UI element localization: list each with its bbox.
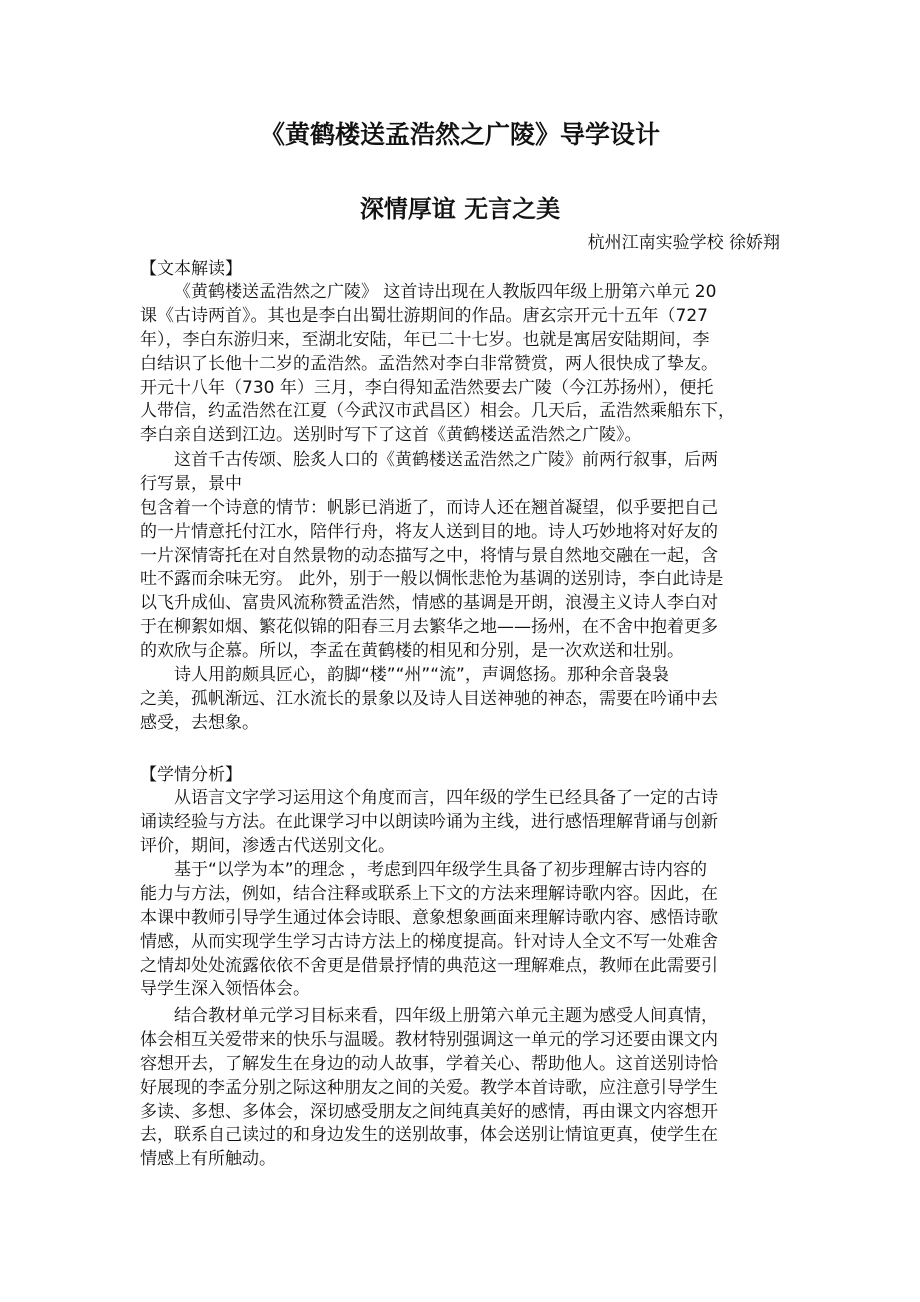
text-line: 评价，期间，渗透古代送别文化。 — [140, 835, 395, 856]
document-subtitle: 深情厚谊 无言之美 — [359, 195, 561, 223]
text-line: 基于“以学为本”的理念 ，考虑到四年级学生具备了初步理解古诗内容的 — [174, 860, 708, 880]
author-byline: 杭州江南实验学校 徐娇翔 — [587, 233, 780, 253]
text-line: 感受，去想象。 — [140, 712, 259, 733]
text-line: 课《古诗两首》。其也是李白出蜀壮游期间的作品。唐玄宗开元十五年（727 — [140, 305, 708, 326]
paragraph — [140, 664, 780, 736]
text-line: 体会相互关爱带来的快乐与温暖。教材特别强调这一单元的学习还要由课文内 — [140, 1029, 718, 1050]
text-line: 的一片情意托付江水，陪伴行舟，将友人送到目的地。诗人巧妙地将对好友的 — [140, 521, 718, 542]
document-title: 《黄鹤楼送孟浩然之广陵》导学设计 — [259, 120, 660, 149]
text-line: 容想开去，了解发生在身边的动人故事，学着关心、帮助他人。这首送别诗恰 — [140, 1053, 718, 1074]
text-line: 以飞升成仙、富贵风流称赞孟浩然，情感的基调是开朗，浪漫主义诗人李白对 — [140, 593, 718, 614]
text-line: 白结识了长他十二岁的孟浩然。孟浩然对李白非常赞赏，两人很快成了挚友。 — [140, 353, 718, 374]
text-line: 吐不露而余味无穷。 此外，别于一般以惆怅悲怆为基调的送别诗，李白此诗是 — [140, 569, 724, 590]
text-line: 能力与方法，例如，结合注释或联系上下文的方法来理解诗歌内容。因此，在 — [140, 883, 718, 904]
text-line: 本课中教师引导学生通过体会诗眼、意象想象画面来理解诗歌内容、感悟诗歌 — [140, 907, 718, 928]
text-line: 年），李白东游归来，至湖北安陆，年已二十七岁。也就是寓居安陆期间，李 — [140, 329, 710, 350]
text-line: 情感上有所触动。 — [140, 1149, 276, 1170]
text-line: 之美，孤帆渐远、江水流长的景象以及诗人目送神驰的神态，需要在吟诵中去 — [140, 688, 718, 709]
text-line: 李白亲自送到江边。送别时写下了这首《黄鹤楼送孟浩然之广陵》。 — [140, 425, 642, 446]
section-heading-text-reading: 【文本解读】 — [140, 259, 242, 279]
text-line: 《黄鹤楼送孟浩然之广陵》 这首诗出现在人教版四年级上册第六单元 20 — [174, 282, 717, 302]
paragraph — [140, 787, 780, 859]
text-line: 情感，从而实现学生学习古诗方法上的梯度提高。针对诗人全文不写一处难舍 — [140, 931, 718, 952]
text-line: 于在柳絮如烟、繁花似锦的阳春三月去繁华之地——扬州，在不舍中抱着更多 — [140, 617, 718, 638]
text-line: 的欢欣与企慕。所以，李孟在黄鹤楼的相见和分别，是一次欢送和壮别。 — [140, 641, 684, 662]
paragraph — [140, 859, 780, 1002]
text-line: 这首千古传颂、脍炙人口的《黄鹤楼送孟浩然之广陵》前两行叙事，后两 — [174, 450, 718, 470]
text-line: 之情却处处流露依依不舍更是借景抒情的典范这一理解难点，教师在此需要引 — [140, 955, 718, 976]
text-line: 一片深情寄托在对自然景物的动态描写之中，将情与景自然地交融在一起，含 — [140, 545, 718, 566]
paragraph — [140, 449, 780, 664]
section-heading-learning-analysis: 【学情分析】 — [140, 765, 242, 785]
text-line: 包含着一个诗意的情节：帆影已消逝了，而诗人还在翘首凝望，似乎要把自己 — [140, 497, 718, 518]
text-line: 从语言文字学习运用这个角度而言，四年级的学生已经具备了一定的古诗 — [174, 788, 718, 808]
text-line: 诵读经验与方法。在此课学习中以朗读吟诵为主线，进行感悟理解背诵与创新 — [140, 811, 718, 832]
paragraph — [140, 281, 780, 448]
text-line: 开元十八年（730 年）三月，李白得知孟浩然要去广陵（今江苏扬州），便托 — [140, 377, 714, 398]
text-line: 多读、多想、多体会，深切感受朋友之间纯真美好的感情，再由课文内容想开 — [140, 1101, 718, 1122]
text-line: 行写景，景中 — [140, 473, 242, 494]
text-line: 诗人用韵颇具匠心，韵脚“楼”“州”“流”，声调悠扬。那种余音袅袅 — [174, 665, 669, 685]
text-line: 导学生深入领悟体会。 — [140, 979, 310, 1000]
paragraph — [140, 1005, 780, 1172]
text-line: 人带信，约孟浩然在江夏（今武汉市武昌区）相会。几天后，孟浩然乘船东下， — [140, 401, 735, 422]
text-line: 结合教材单元学习目标来看，四年级上册第六单元主题为感受人间真情， — [174, 1006, 718, 1026]
text-line: 好展现的李孟分别之际这种朋友之间的关爱。教学本首诗歌，应注意引导学生 — [140, 1077, 718, 1098]
text-line: 去，联系自己读过的和身边发生的送别故事，体会送别让情谊更真，使学生在 — [140, 1125, 718, 1146]
